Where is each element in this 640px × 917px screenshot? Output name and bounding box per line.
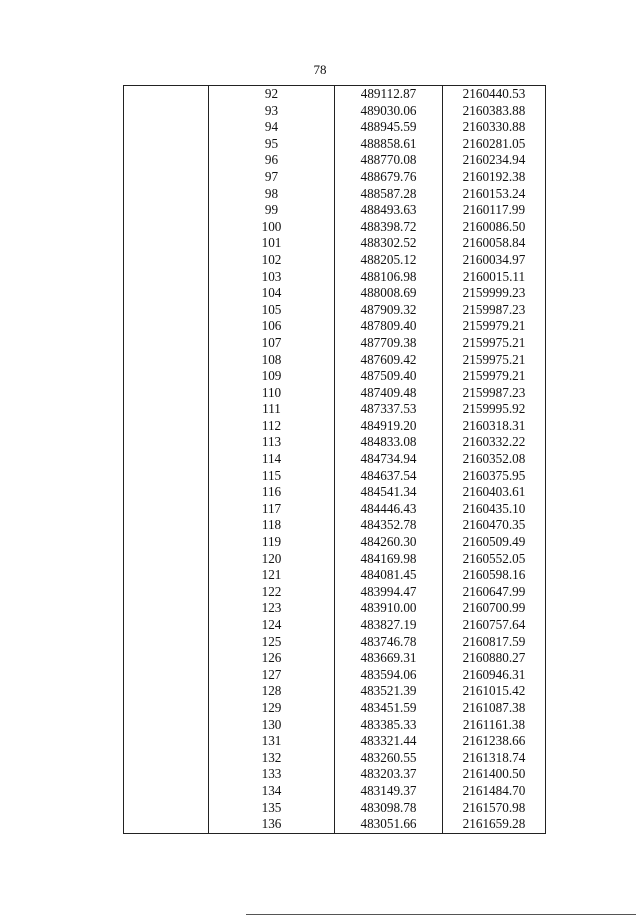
point-number-cell: 118 [209,517,335,534]
blank-cell [124,650,209,667]
table-row [124,650,545,667]
point-number-cell: 114 [209,451,335,468]
point-number-cell: 124 [209,617,335,634]
point-number-cell: 130 [209,717,335,734]
y-coordinate-cell: 2159979.21 [443,318,546,335]
point-number-cell: 131 [209,733,335,750]
y-coordinate-cell: 2160435.10 [443,501,546,518]
table-row [124,584,545,601]
table-row [124,551,545,568]
blank-cell [124,318,209,335]
table-row [124,700,545,717]
blank-cell [124,285,209,302]
x-coordinate-cell: 483827.19 [335,617,443,634]
table-body [124,86,545,833]
y-coordinate-cell: 2160015.11 [443,269,546,286]
blank-cell [124,717,209,734]
blank-cell [124,750,209,767]
y-coordinate-cell: 2160281.05 [443,136,546,153]
point-number-cell: 128 [209,683,335,700]
y-coordinate-cell: 2160470.35 [443,517,546,534]
y-coordinate-cell: 2160192.38 [443,169,546,186]
y-coordinate-cell: 2160440.53 [443,86,546,103]
y-coordinate-cell: 2160647.99 [443,584,546,601]
x-coordinate-cell: 487409.48 [335,385,443,402]
point-number-cell: 115 [209,468,335,485]
x-coordinate-cell: 487709.38 [335,335,443,352]
blank-cell [124,269,209,286]
y-coordinate-cell: 2160318.31 [443,418,546,435]
table-row [124,318,545,335]
x-coordinate-cell: 484081.45 [335,567,443,584]
table-row [124,434,545,451]
x-coordinate-cell: 488945.59 [335,119,443,136]
point-number-cell: 101 [209,235,335,252]
blank-cell [124,451,209,468]
table-row [124,484,545,501]
point-number-cell: 105 [209,302,335,319]
table-row [124,219,545,236]
blank-cell [124,252,209,269]
point-number-cell: 126 [209,650,335,667]
x-coordinate-cell: 488008.69 [335,285,443,302]
table-row [124,501,545,518]
table-row [124,634,545,651]
point-number-cell: 120 [209,551,335,568]
point-number-cell: 94 [209,119,335,136]
table-row [124,302,545,319]
y-coordinate-cell: 2160509.49 [443,534,546,551]
y-coordinate-cell: 2159987.23 [443,302,546,319]
x-coordinate-cell: 483260.55 [335,750,443,767]
point-number-cell: 116 [209,484,335,501]
table-row [124,186,545,203]
point-number-cell: 111 [209,401,335,418]
x-coordinate-cell: 484260.30 [335,534,443,551]
x-coordinate-cell: 484833.08 [335,434,443,451]
y-coordinate-cell: 2160330.88 [443,119,546,136]
blank-cell [124,634,209,651]
x-coordinate-cell: 483051.66 [335,816,443,833]
blank-cell [124,418,209,435]
point-number-cell: 127 [209,667,335,684]
y-coordinate-cell: 2161659.28 [443,816,546,833]
point-number-cell: 103 [209,269,335,286]
x-coordinate-cell: 489030.06 [335,103,443,120]
y-coordinate-cell: 2160117.99 [443,202,546,219]
blank-cell [124,219,209,236]
table-row [124,119,545,136]
point-number-cell: 135 [209,800,335,817]
x-coordinate-cell: 483669.31 [335,650,443,667]
x-coordinate-cell: 483746.78 [335,634,443,651]
y-coordinate-cell: 2159979.21 [443,368,546,385]
x-coordinate-cell: 483321.44 [335,733,443,750]
table-row [124,368,545,385]
x-coordinate-cell: 484919.20 [335,418,443,435]
table-row [124,269,545,286]
table-row [124,783,545,800]
x-coordinate-cell: 483594.06 [335,667,443,684]
table-row [124,766,545,783]
table-row [124,567,545,584]
blank-cell [124,119,209,136]
x-coordinate-cell: 484637.54 [335,468,443,485]
point-number-cell: 125 [209,634,335,651]
blank-cell [124,335,209,352]
blank-cell [124,152,209,169]
y-coordinate-cell: 2160086.50 [443,219,546,236]
y-coordinate-cell: 2160757.64 [443,617,546,634]
table-row [124,600,545,617]
point-number-cell: 107 [209,335,335,352]
table-row [124,683,545,700]
blank-cell [124,136,209,153]
table-row [124,235,545,252]
x-coordinate-cell: 483521.39 [335,683,443,700]
y-coordinate-cell: 2160598.16 [443,567,546,584]
y-coordinate-cell: 2159975.21 [443,352,546,369]
y-coordinate-cell: 2160403.61 [443,484,546,501]
blank-cell [124,667,209,684]
x-coordinate-cell: 484541.34 [335,484,443,501]
table-row [124,733,545,750]
table-row [124,468,545,485]
point-number-cell: 95 [209,136,335,153]
y-coordinate-cell: 2160034.97 [443,252,546,269]
table-row [124,451,545,468]
blank-cell [124,103,209,120]
y-coordinate-cell: 2161318.74 [443,750,546,767]
x-coordinate-cell: 483451.59 [335,700,443,717]
x-coordinate-cell: 483910.00 [335,600,443,617]
point-number-cell: 99 [209,202,335,219]
point-number-cell: 96 [209,152,335,169]
point-number-cell: 102 [209,252,335,269]
y-coordinate-cell: 2160153.24 [443,186,546,203]
blank-cell [124,484,209,501]
point-number-cell: 113 [209,434,335,451]
point-number-cell: 122 [209,584,335,601]
point-number-cell: 119 [209,534,335,551]
table-row [124,667,545,684]
blank-cell [124,302,209,319]
x-coordinate-cell: 488587.28 [335,186,443,203]
point-number-cell: 97 [209,169,335,186]
point-number-cell: 132 [209,750,335,767]
x-coordinate-cell: 484352.78 [335,517,443,534]
coordinates-table-grid [124,86,545,833]
y-coordinate-cell: 2160352.08 [443,451,546,468]
x-coordinate-cell: 487809.40 [335,318,443,335]
y-coordinate-cell: 2160817.59 [443,634,546,651]
table-row [124,385,545,402]
y-coordinate-cell: 2161161.38 [443,717,546,734]
blank-cell [124,517,209,534]
table-row [124,717,545,734]
blank-cell [124,534,209,551]
blank-cell [124,766,209,783]
y-coordinate-cell: 2160383.88 [443,103,546,120]
x-coordinate-cell: 488858.61 [335,136,443,153]
blank-cell [124,551,209,568]
table-row [124,152,545,169]
table-row [124,517,545,534]
x-coordinate-cell: 483098.78 [335,800,443,817]
x-coordinate-cell: 488398.72 [335,219,443,236]
table-row [124,401,545,418]
table-row [124,750,545,767]
blank-cell [124,186,209,203]
table-row [124,285,545,302]
blank-cell [124,352,209,369]
point-number-cell: 92 [209,86,335,103]
blank-cell [124,683,209,700]
point-number-cell: 104 [209,285,335,302]
x-coordinate-cell: 484446.43 [335,501,443,518]
table-row [124,617,545,634]
blank-cell [124,733,209,750]
blank-cell [124,169,209,186]
y-coordinate-cell: 2160880.27 [443,650,546,667]
x-coordinate-cell: 483994.47 [335,584,443,601]
y-coordinate-cell: 2160700.99 [443,600,546,617]
y-coordinate-cell: 2159975.21 [443,335,546,352]
table-row [124,800,545,817]
blank-cell [124,600,209,617]
table-row [124,534,545,551]
x-coordinate-cell: 487909.32 [335,302,443,319]
table-row [124,202,545,219]
x-coordinate-cell: 484169.98 [335,551,443,568]
x-coordinate-cell: 488205.12 [335,252,443,269]
x-coordinate-cell: 487609.42 [335,352,443,369]
table-row [124,252,545,269]
table-row [124,169,545,186]
y-coordinate-cell: 2159999.23 [443,285,546,302]
blank-cell [124,816,209,833]
table-row [124,103,545,120]
y-coordinate-cell: 2160552.05 [443,551,546,568]
y-coordinate-cell: 2161484.70 [443,783,546,800]
point-number-cell: 93 [209,103,335,120]
point-number-cell: 134 [209,783,335,800]
footer-rule [246,914,636,915]
blank-cell [124,368,209,385]
table-row [124,418,545,435]
point-number-cell: 106 [209,318,335,335]
blank-cell [124,385,209,402]
x-coordinate-cell: 487337.53 [335,401,443,418]
y-coordinate-cell: 2161570.98 [443,800,546,817]
blank-cell [124,501,209,518]
x-coordinate-cell: 483149.37 [335,783,443,800]
y-coordinate-cell: 2159995.92 [443,401,546,418]
blank-cell [124,800,209,817]
point-number-cell: 100 [209,219,335,236]
y-coordinate-cell: 2161015.42 [443,683,546,700]
y-coordinate-cell: 2160946.31 [443,667,546,684]
y-coordinate-cell: 2160375.95 [443,468,546,485]
x-coordinate-cell: 488493.63 [335,202,443,219]
blank-cell [124,401,209,418]
point-number-cell: 129 [209,700,335,717]
blank-cell [124,700,209,717]
y-coordinate-cell: 2159987.23 [443,385,546,402]
point-number-cell: 108 [209,352,335,369]
blank-cell [124,86,209,103]
blank-cell [124,783,209,800]
table-row [124,136,545,153]
x-coordinate-cell: 488302.52 [335,235,443,252]
page-number: 78 [313,62,327,77]
point-number-cell: 136 [209,816,335,833]
table-row [124,335,545,352]
table-row [124,86,545,103]
point-number-cell: 121 [209,567,335,584]
x-coordinate-cell: 483385.33 [335,717,443,734]
table-row [124,352,545,369]
y-coordinate-cell: 2161400.50 [443,766,546,783]
x-coordinate-cell: 488679.76 [335,169,443,186]
blank-cell [124,202,209,219]
blank-cell [124,567,209,584]
x-coordinate-cell: 487509.40 [335,368,443,385]
blank-cell [124,584,209,601]
coordinates-table [123,85,546,834]
point-number-cell: 110 [209,385,335,402]
x-coordinate-cell: 489112.87 [335,86,443,103]
point-number-cell: 112 [209,418,335,435]
point-number-cell: 133 [209,766,335,783]
x-coordinate-cell: 488106.98 [335,269,443,286]
x-coordinate-cell: 484734.94 [335,451,443,468]
y-coordinate-cell: 2161238.66 [443,733,546,750]
point-number-cell: 109 [209,368,335,385]
blank-cell [124,468,209,485]
blank-cell [124,235,209,252]
y-coordinate-cell: 2160332.22 [443,434,546,451]
y-coordinate-cell: 2160058.84 [443,235,546,252]
point-number-cell: 117 [209,501,335,518]
y-coordinate-cell: 2160234.94 [443,152,546,169]
table-row [124,816,545,833]
blank-cell [124,434,209,451]
point-number-cell: 98 [209,186,335,203]
x-coordinate-cell: 488770.08 [335,152,443,169]
x-coordinate-cell: 483203.37 [335,766,443,783]
point-number-cell: 123 [209,600,335,617]
y-coordinate-cell: 2161087.38 [443,700,546,717]
blank-cell [124,617,209,634]
